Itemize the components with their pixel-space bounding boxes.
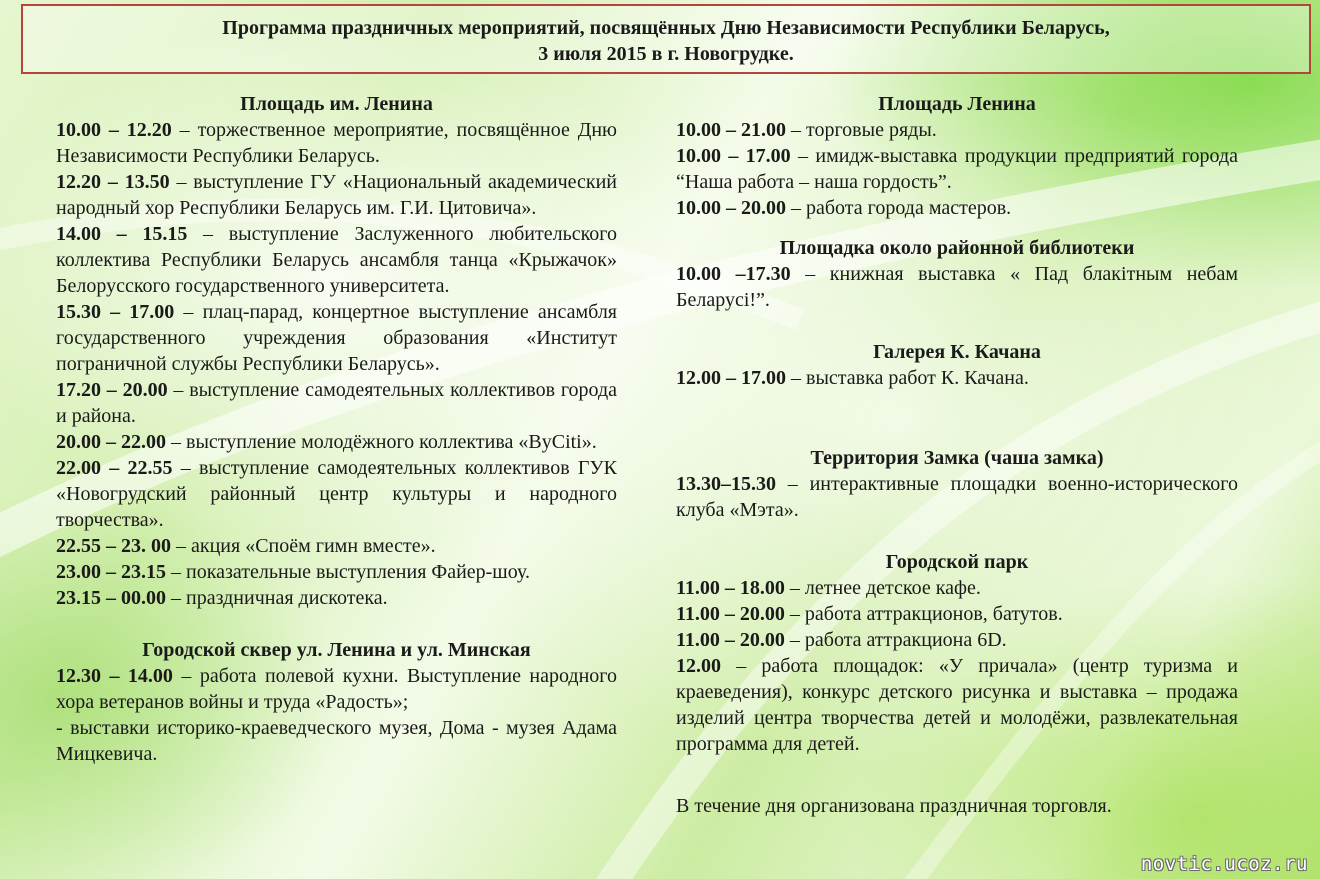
schedule-item: 10.00 – 21.00 – торговые ряды. xyxy=(676,119,937,141)
schedule-item: 10.00 –17.30 – книжная выставка « Пад блакітным небам Беларусі!”. xyxy=(676,263,1238,311)
schedule-item: 14.00 – 15.15 – выступление Заслуженного любительского коллектива Республики Беларусь ансамбля танца «Крыжачок» Белорусского государственного университета. xyxy=(56,223,617,297)
schedule-item: 12.20 – 13.50 – выступление ГУ «Национальный академический народный хор Республики Беларусь им. Г.И. Цитовича». xyxy=(56,171,618,219)
header-line-1: Программа праздничных мероприятий, посвящённых Дню Независимости Республики Беларусь, xyxy=(222,17,1110,39)
schedule-item: 10.00 – 20.00 – работа города мастеров. xyxy=(676,197,1012,219)
section-title: Площадка около районной библиотеки xyxy=(779,237,1135,259)
schedule-item: 11.00 – 20.00 – работа аттракциона 6D. xyxy=(676,629,1007,651)
schedule-item: - выставки историко-краеведческого музея, Дома - музея Адама Мицкевича. xyxy=(56,717,617,765)
schedule-item: 12.30 – 14.00 – работа полевой кухни. Выступление народного хора ветеранов войны и труда «Радость»; xyxy=(56,665,618,713)
schedule-item: 11.00 – 20.00 – работа аттракционов, батутов. xyxy=(676,603,1063,625)
section-title: Площадь им. Ленина xyxy=(240,93,433,115)
schedule-item: 10.00 – 17.00 – имидж-выставка продукции предприятий города “Наша работа – наша гордость”. xyxy=(676,145,1239,193)
schedule-item: 22.55 – 23. 00 – акция «Споём гимн вместе». xyxy=(56,535,436,557)
header-line-2: 3 июля 2015 в г. Новогрудке. xyxy=(538,43,794,65)
schedule-item: 20.00 – 22.00 – выступление молодёжного коллектива «ByCiti». xyxy=(56,431,597,453)
left-column xyxy=(56,91,617,767)
schedule-item: 11.00 – 18.00 – летнее детское кафе. xyxy=(676,577,981,599)
section-title: Территория Замка (чаша замка) xyxy=(810,447,1104,469)
section-title: Галерея К. Качана xyxy=(873,341,1041,363)
section-title: Городской сквер ул. Ленина и ул. Минская xyxy=(142,639,531,661)
section-title: Площадь Ленина xyxy=(878,93,1036,115)
schedule-item: 22.00 – 22.55 – выступление самодеятельных коллективов ГУК «Новогрудский районный центр культуры и народного творчества». xyxy=(56,457,617,531)
footer-note: В течение дня организована праздничная торговля. xyxy=(676,795,1112,817)
schedule-item: 10.00 – 12.20 – торжественное мероприятие, посвящённое Дню Независимости Республики Беларусь. xyxy=(56,119,617,167)
schedule-item: 15.30 – 17.00 – плац-парад, концертное выступление ансамбля государственного учреждения образования «Институт пограничной службы Республики Беларусь». xyxy=(56,301,617,375)
schedule-item: 13.30–15.30 – интерактивные площадки военно-исторического клуба «Мэта». xyxy=(676,473,1238,521)
schedule-item: 12.00 – 17.00 – выставка работ К. Качана. xyxy=(676,367,1029,389)
schedule-item: 23.00 – 23.15 – показательные выступления Файер-шоу. xyxy=(56,561,530,583)
section-title: Городской парк xyxy=(885,551,1029,573)
schedule-item: 12.00 – работа площадок: «У причала» (центр туризма и краеведения), конкурс детского рисунка и выставка – продажа изделий центра творчества детей и молодёжи, развлекательная программа для детей. xyxy=(676,655,1238,755)
schedule-item: 23.15 – 00.00 – праздничная дискотека. xyxy=(56,587,388,609)
right-column xyxy=(676,91,1238,819)
program-header xyxy=(21,4,1311,74)
watermark: novtic.ucoz.ru xyxy=(1140,853,1308,875)
schedule-item: 17.20 – 20.00 – выступление самодеятельных коллективов города и района. xyxy=(56,379,617,427)
